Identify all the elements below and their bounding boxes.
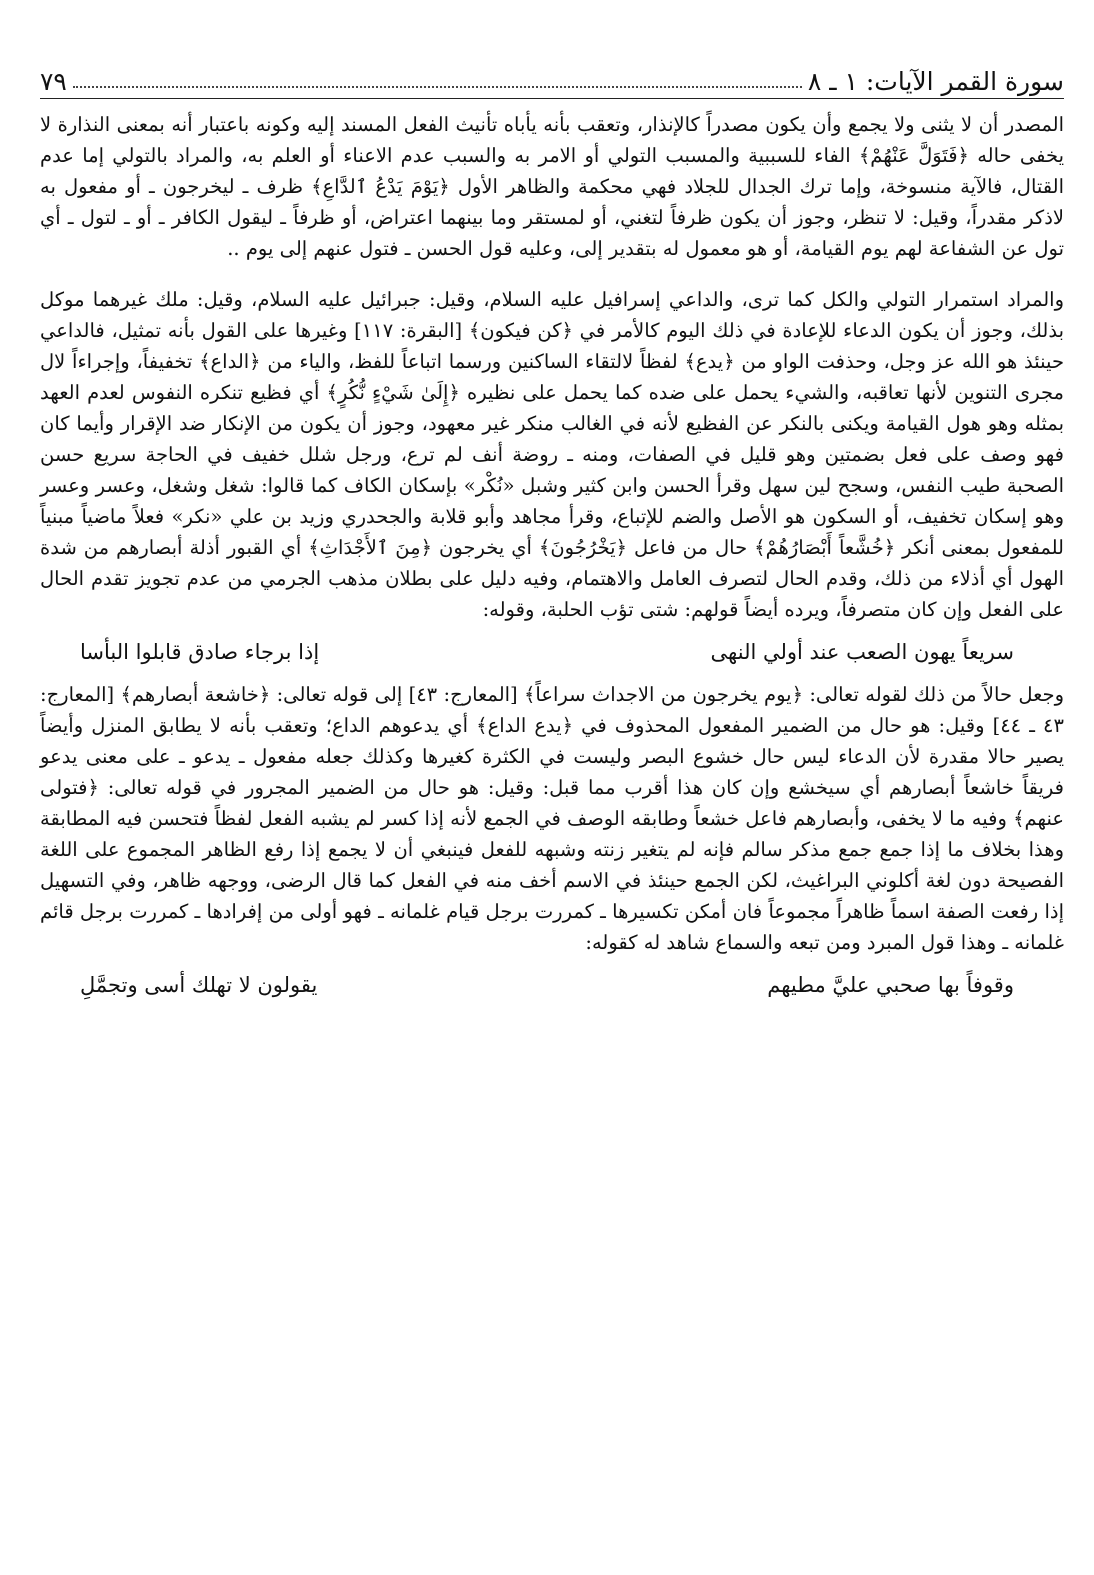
- poetry-verse-2: [80, 968, 1014, 1002]
- verse-2-first-hemistich: وقوفاً بها صحبي عليَّ مطيهم: [767, 973, 1014, 997]
- paragraph-1: المصدر أن لا يثنى ولا يجمع وأن يكون مصدراً كالإنذار، وتعقب بأنه يأباه تأنيث الفعل المسند إليه وكونه باعتبار أنه بمعنى النذارة لا يخفى حاله ﴿فَتَوَلَّ عَنْهُمْ﴾ الفاء للسببية والمسبب التولي أو الامر به والسبب عدم الاعناء أو العلم به، والمراد بالتولي إما عدم القتال، فالآية منسوخة، وإما ترك الجدال للجلاد فهي محكمة والظاهر الأول ﴿يَوْمَ يَدْعُ ٱلدَّاعِ﴾ ظرف ـ ليخرجون ـ أو مفعول به لاذكر مقدراً، وقيل: لا تنظر، وجوز أن يكون ظرفاً لتغني، أو لمستقر وما بينهما اعتراض، أو ظرفاً ـ ليقول الكافر ـ أو ـ لتول ـ أي تول عن الشفاعة لهم يوم القيامة، أو هو معمول له بتقدير إلى، وعليه قول الحسن ـ فتول عنهم إلى يوم ..: [40, 113, 1064, 260]
- header-dot-leader: [73, 86, 802, 88]
- verse-1-second-hemistich: إذا برجاء صادق قابلوا البأسا: [80, 640, 320, 664]
- verse-2-second-hemistich: يقولون لا تهلك أسى وتجمَّلِ: [80, 973, 318, 997]
- page: [40, 54, 1064, 1008]
- verse-1-first-hemistich: سريعاً يهون الصعب عند أولي النهى: [710, 640, 1014, 664]
- paragraph-2: والمراد استمرار التولي والكل كما ترى، والداعي إسرافيل عليه السلام، وقيل: جبرائيل عليه السلام، وقيل: ملك غيرهما موكل بذلك، وجوز أن يكون الدعاء للإعادة في ذلك اليوم كالأمر في ﴿كن فيكون﴾ [البقرة: ١١٧] وغيرها على القول بأنه تمثيل، فالداعي حينئذ هو الله عز وجل، وحذفت الواو من ﴿يدع﴾ لفظاً لالتقاء الساكنين ورسما اتباعاً للفظ، والياء من ﴿الداع﴾ تخفيفاً، وإجراءاً لال مجرى التنوين لأنها تعاقبه، والشيء يحمل على ضده كما يحمل على نظيره ﴿إِلَىٰ شَيْءٍ نُّكُرٍ﴾ أي فظيع تنكره النفوس لعدم العهد بمثله وهو هول القيامة ويكنى بالنكر عن الفظيع لأنه في الغالب منكر غير معهود، وجوز أن يكون من الإنكار ضد الإقرار وأيما كان فهو وصف على فعل بضمتين وهو قليل في الصفات، ومنه ـ روضة أنف لم ترع، ورجل شلل خفيف في الحاجة سريع حسن الصحبة طيب النفس، وسجح لين سهل وقرأ الحسن وابن كثير وشبل «نُكْر» بإسكان الكاف كما قالوا: شغل وشغل، وعسر وعسر وهو إسكان تخفيف، أو السكون هو الأصل والضم للإتباع، وقرأ مجاهد وأبو قلابة والجحدري وزيد بن علي «نكر» فعلاً ماضياً مبنياً للمفعول بمعنى أنكر ﴿خُشَّعاً أَبْصَارُهُمْ﴾ حال من فاعل ﴿يَخْرُجُونَ﴾ أي يخرجون ﴿مِنَ ٱلأَجْدَاثِ﴾ أي القبور أذلة أبصارهم من شدة الهول أي أذلاء من ذلك، وقدم الحال لتصرف العامل والاهتمام، وفيه دليل على بطلان مذهب الجرمي من عدم تجويز تقدم الحال على الفعل وإن كان متصرفاً، ويرده أيضاً قولهم: شتى تؤب الحلبة، وقوله:: [40, 288, 1064, 621]
- paragraph-3: وجعل حالاً من ذلك لقوله تعالى: ﴿يوم يخرجون من الاجداث سراعاً﴾ [المعارج: ٤٣] إلى قوله تعالى: ﴿خاشعة أبصارهم﴾ [المعارج: ٤٣ ـ ٤٤] وقيل: هو حال من الضمير المفعول المحذوف في ﴿يدع الداع﴾ أي يدعوهم الداع؛ وتعقب بأنه لا يطابق المنزل وأيضاً يصير حالا مقدرة لأن الدعاء ليس حال خشوع البصر وليست في الكثرة كغيرها وكذلك جعله مفعول ـ يدعو ـ على معنى يدعو فريقاً خاشعاً أبصارهم أي سيخشع وإن كان هذا أقرب مما قبل: وقيل: هو حال من الضمير المجرور في قوله تعالى: ﴿فتولى عنهم﴾ وفيه ما لا يخفى، وأبصارهم فاعل خشعاً وطابقه الوصف في الجمع لأنه إذا كسر لم يشبه الفعل لفظاً فتحسن فيه المطابقة وهذا بخلاف ما إذا جمع جمع مذكر سالم فإنه لم يتغير زنته وشبهه للفعل فينبغي أن لا يجمع إذا رفع الظاهر المجموع على اللغة الفصيحة دون لغة أكلوني البراغيث، لكن الجمع حينئذ في الاسم أخف منه في الفعل كما قال الرضى، ووجهه ظاهر، وفي التسهيل إذا رفعت الصفة اسماً ظاهراً مجموعاً فان أمكن تكسيرها ـ كمررت برجل قيام غلمانه ـ فهو أولى من إفرادها ـ كمررت برجل قائم غلمانه ـ وهذا قول المبرد ومن تبعه والسماع شاهد له كقوله:: [40, 683, 1065, 954]
- header-title: سورة القمر الآيات: ١ ـ ٨: [807, 67, 1064, 96]
- running-header: [40, 54, 1064, 99]
- page-number: ٧٩: [40, 67, 67, 96]
- poetry-verse-1: [80, 635, 1014, 669]
